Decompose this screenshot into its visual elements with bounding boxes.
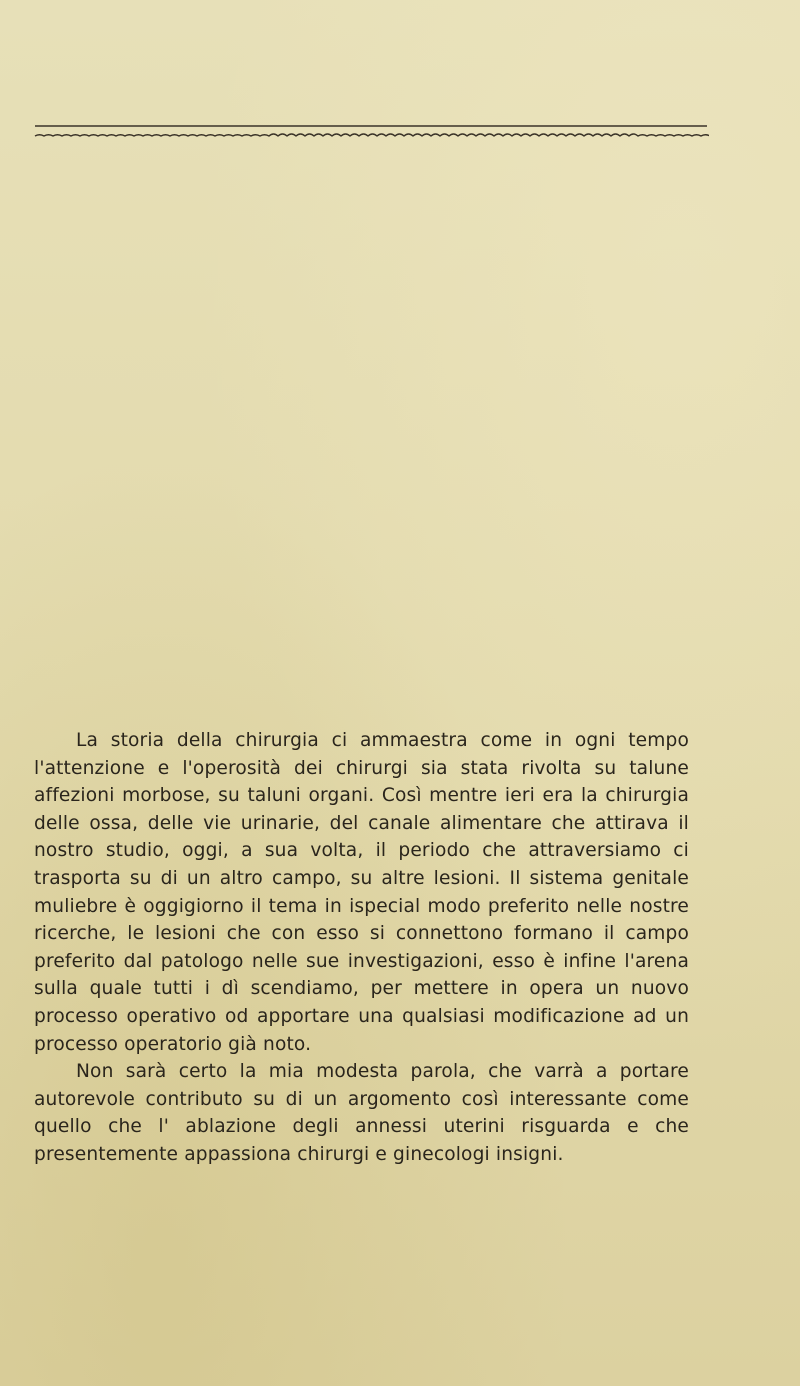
body-text — [34, 727, 689, 1169]
wavy-rule-ornament — [33, 122, 709, 144]
paragraph-1: La storia della chirurgia ci ammaestra come in ogni tempo l'attenzione e l'operosità dei chirurgi sia stata rivolta su talune affezioni morbose, su taluni organi. Così mentre ieri era la chirurgia delle ossa, delle vie urinarie, del canale alimentare che attirava il nostro studio, oggi, a sua volta, il periodo che attraversiamo ci trasporta su di un altro campo, su altre lesioni. Il sistema genitale muliebre è oggigiorno il tema in ispecial modo preferito nelle nostre ricerche, le lesioni che con esso si connettono formano il campo preferito dal patologo nelle sue investigazioni, esso è infine l'arena sulla quale tutti i dì scendiamo, per mettere in opera un nuovo processo operativo od apportare una qualsiasi modificazione ad un processo operatorio già noto. — [34, 730, 689, 1055]
paragraph-2: Non sarà certo la mia modesta parola, che varrà a portare autorevole contributo su di un argomento così interessante come quello che l' ablazione degli annessi uterini risguarda e che presentemente appassiona chirurgi e ginecologi insigni. — [34, 1061, 689, 1165]
